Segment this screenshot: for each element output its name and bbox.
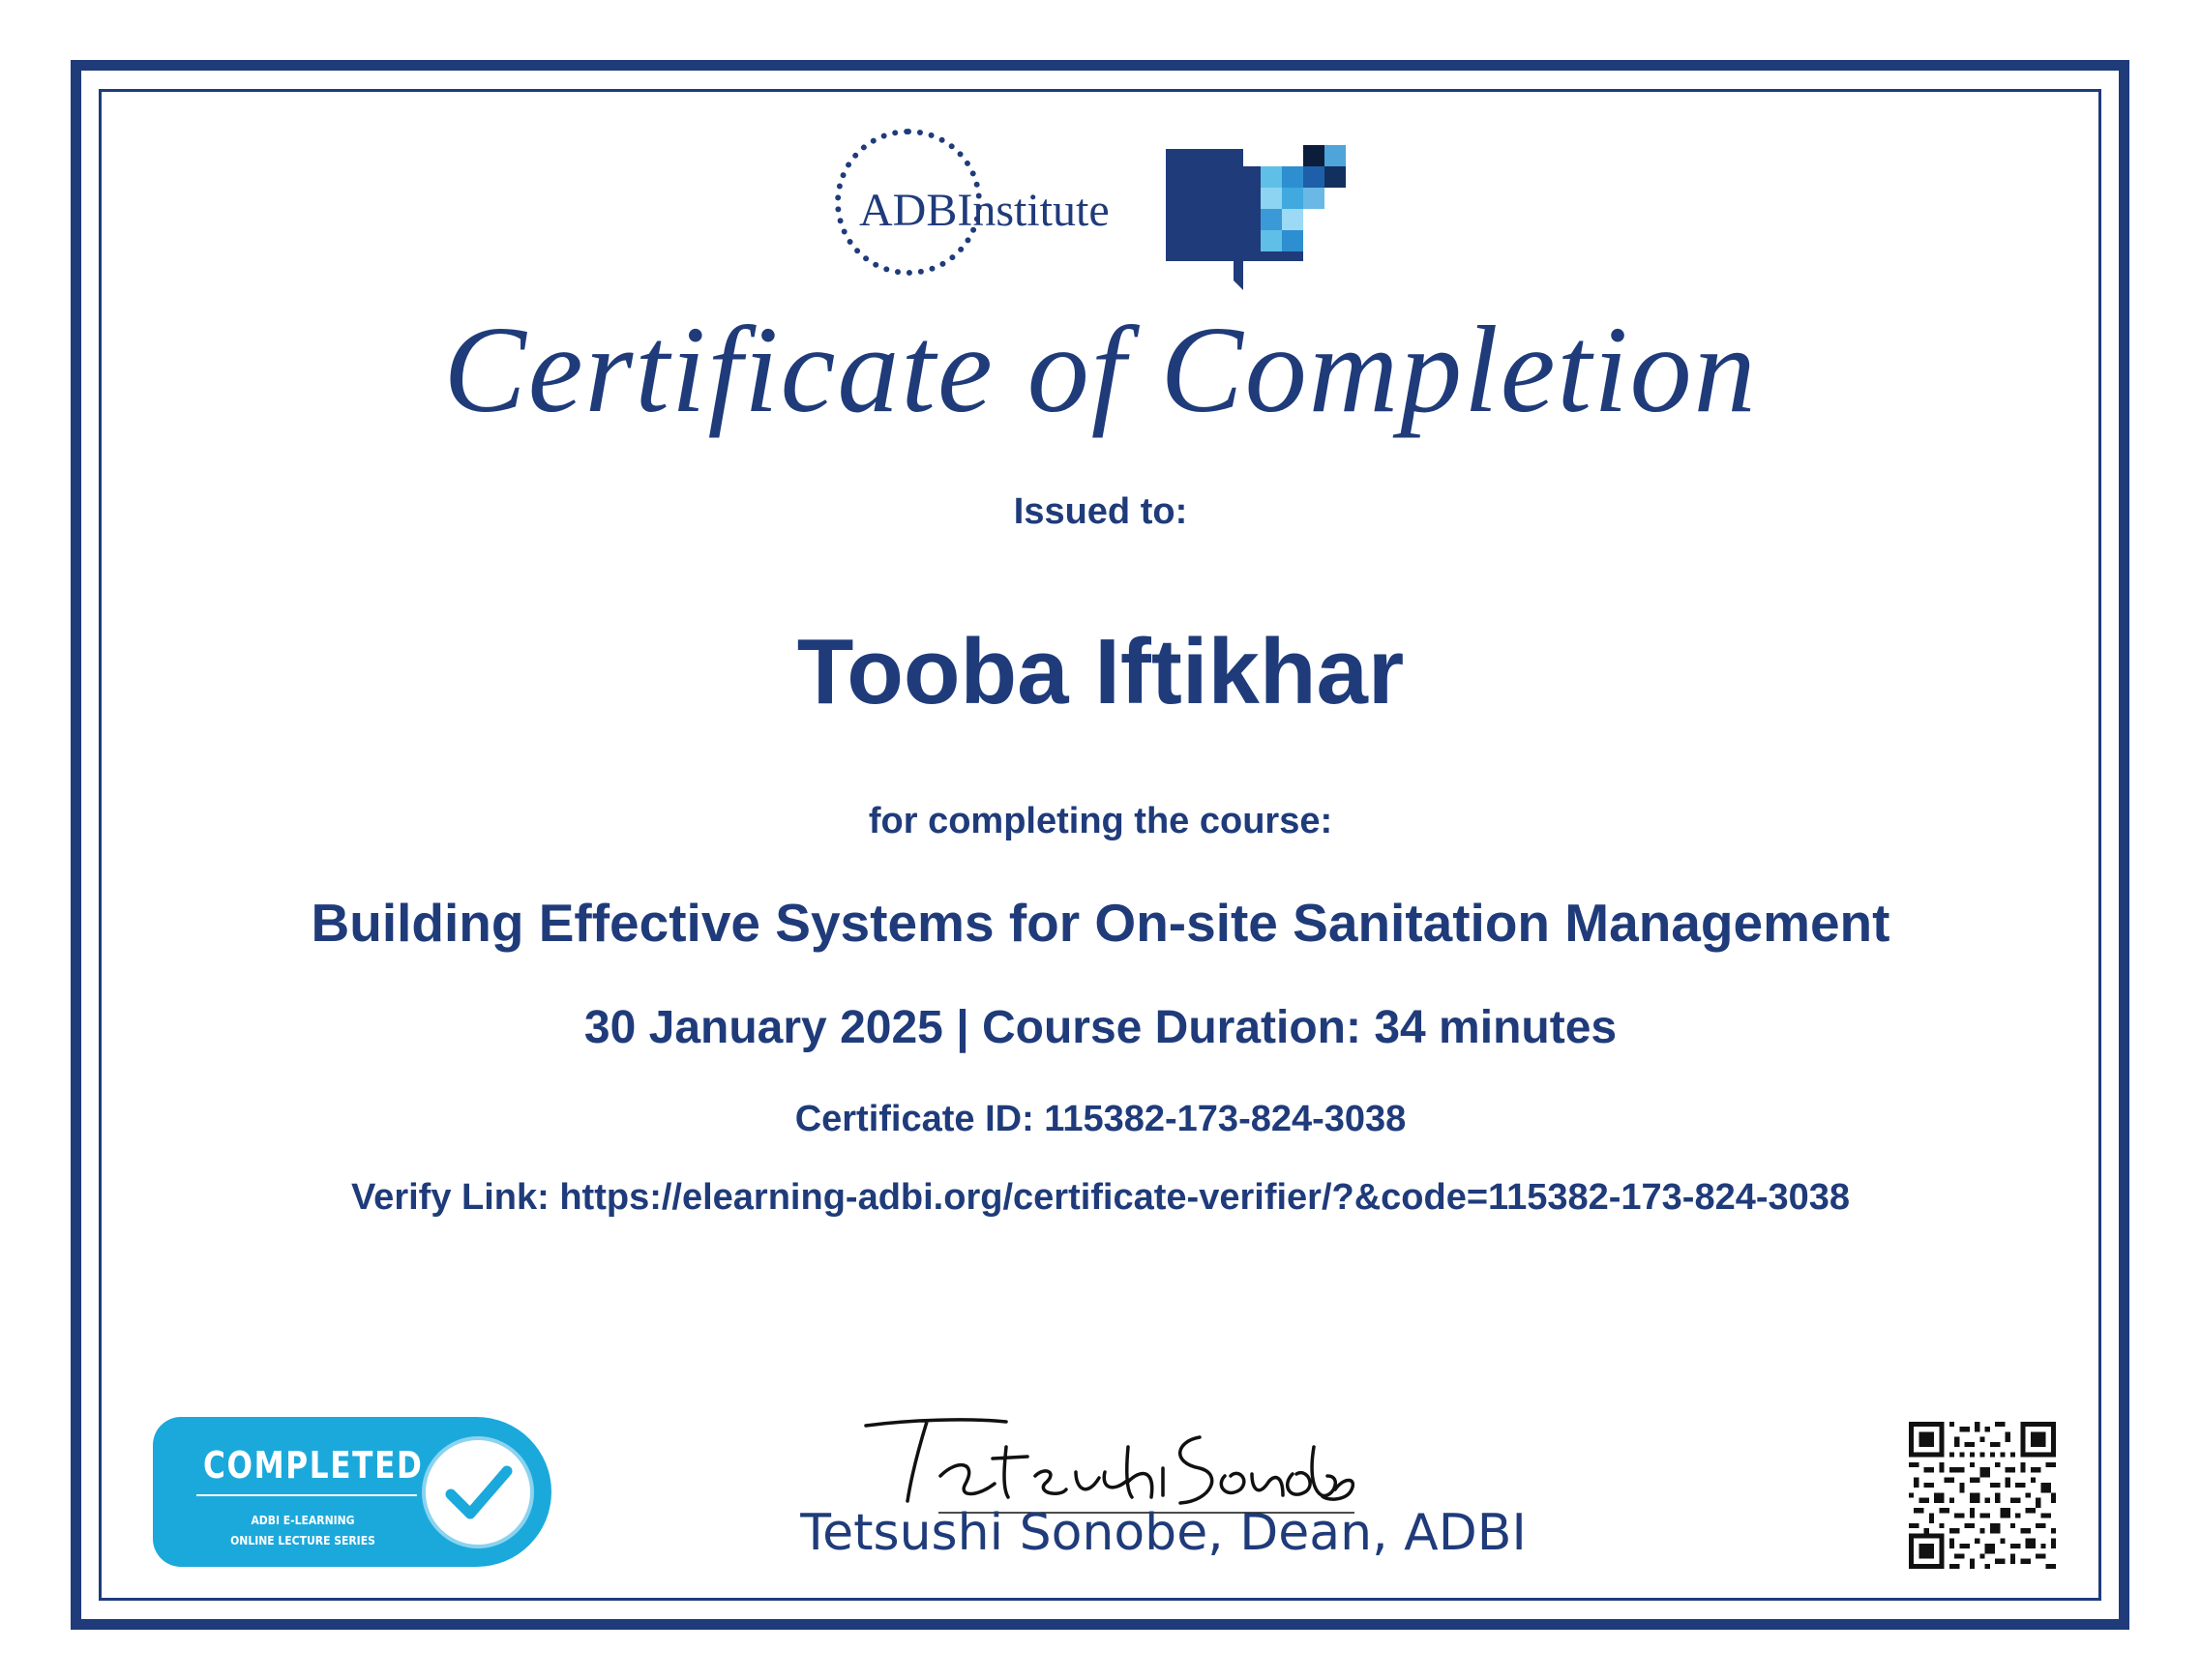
verify-link[interactable]: Verify Link: https://elearning-adbi.org/certificate-verifier/?&code=115382-173-824-3038	[350, 1177, 1851, 1218]
logo-text: ADBInstitute	[859, 185, 1110, 236]
signer-name: Tetsushi Sonobe, Dean, ADBI	[800, 1504, 1527, 1562]
course-name: Building Effective Systems for On-site Sanitation Management	[311, 893, 1890, 953]
date-duration: 30 January 2025 | Course Duration: 34 minutes	[583, 1002, 1618, 1053]
issued-to-label: Issued to:	[1013, 491, 1188, 532]
qr-code-icon[interactable]	[1909, 1422, 2056, 1569]
course-label: for completing the course:	[868, 801, 1333, 841]
adbi-logo	[832, 124, 1374, 293]
badge-title: COMPLETED	[203, 1444, 424, 1487]
recipient-name: Tooba Iftikhar	[796, 620, 1405, 723]
certificate-title: Certificate of Completion	[443, 301, 1758, 438]
certificate-id: Certificate ID: 115382-173-824-3038	[794, 1099, 1407, 1139]
badge-divider	[196, 1494, 417, 1496]
badge-subtitle-2: ONLINE LECTURE SERIES	[230, 1534, 375, 1547]
badge-subtitle-1: ADBI E-LEARNING	[251, 1514, 355, 1527]
book-pixel-logo-icon	[1166, 145, 1364, 290]
